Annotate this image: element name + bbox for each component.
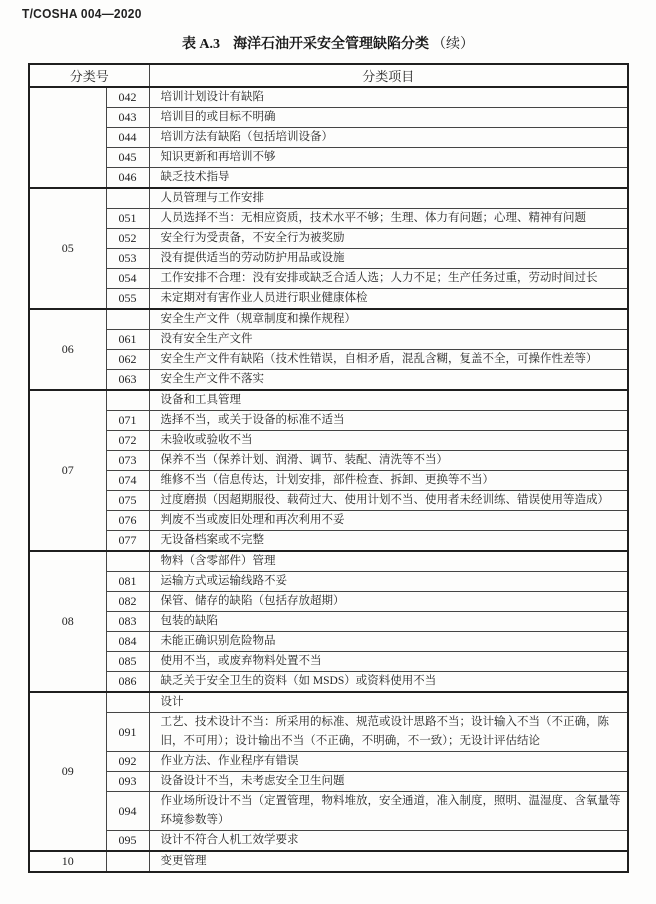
class-item-cell: 没有提供适当的劳动防护用品或设施 bbox=[149, 249, 628, 269]
class-number-cell: 091 bbox=[106, 713, 149, 752]
class-item-cell: 物料（含零部件）管理 bbox=[149, 551, 628, 572]
doc-number: T/COSHA 004—2020 bbox=[22, 6, 142, 21]
table-row bbox=[29, 531, 628, 552]
group-code-cell: 07 bbox=[29, 390, 106, 551]
table-row bbox=[29, 229, 628, 249]
table-row bbox=[29, 551, 628, 572]
table-row bbox=[29, 431, 628, 451]
class-item-cell: 作业方法、作业程序有错误 bbox=[149, 752, 628, 772]
class-item-cell: 缺乏关于安全卫生的资料（如 MSDS）或资料使用不当 bbox=[149, 672, 628, 693]
group-code-cell: 05 bbox=[29, 188, 106, 309]
class-number-cell: 095 bbox=[106, 831, 149, 852]
class-item-cell: 维修不当（信息传达，计划安排，部件检查、拆卸、更换等不当） bbox=[149, 471, 628, 491]
class-number-cell: 084 bbox=[106, 632, 149, 652]
class-number-cell: 042 bbox=[106, 87, 149, 108]
table-row bbox=[29, 713, 628, 752]
class-number-cell: 075 bbox=[106, 491, 149, 511]
class-number-cell: 046 bbox=[106, 168, 149, 189]
class-number-cell: 074 bbox=[106, 471, 149, 491]
table-row bbox=[29, 451, 628, 471]
class-item-cell: 使用不当，或废弃物料处置不当 bbox=[149, 652, 628, 672]
table-row bbox=[29, 752, 628, 772]
table-body bbox=[29, 87, 628, 872]
class-number-cell bbox=[106, 851, 149, 872]
column-header-class-number: 分类号 bbox=[29, 64, 149, 87]
classification-table bbox=[28, 63, 629, 873]
class-number-cell: 081 bbox=[106, 572, 149, 592]
table-title-suffix: （续） bbox=[432, 37, 475, 52]
table-row bbox=[29, 209, 628, 229]
class-item-cell: 培训目的或目标不明确 bbox=[149, 108, 628, 128]
group-code-cell bbox=[29, 87, 106, 188]
class-item-cell: 安全生产文件（规章制度和操作规程） bbox=[149, 309, 628, 330]
table-row bbox=[29, 330, 628, 350]
group-code-cell: 06 bbox=[29, 309, 106, 390]
class-item-cell: 工作安排不合理：没有安排或缺乏合适人选；人力不足；生产任务过重，劳动时间过长 bbox=[149, 269, 628, 289]
group-code-cell: 10 bbox=[29, 851, 106, 872]
table-row bbox=[29, 411, 628, 431]
class-number-cell: 044 bbox=[106, 128, 149, 148]
table-row bbox=[29, 108, 628, 128]
class-number-cell: 053 bbox=[106, 249, 149, 269]
group-code-cell: 09 bbox=[29, 692, 106, 851]
class-number-cell: 062 bbox=[106, 350, 149, 370]
table-row bbox=[29, 632, 628, 652]
table-row bbox=[29, 612, 628, 632]
class-number-cell: 094 bbox=[106, 792, 149, 831]
group-code-cell: 08 bbox=[29, 551, 106, 692]
table-row bbox=[29, 772, 628, 792]
class-number-cell: 083 bbox=[106, 612, 149, 632]
table-row bbox=[29, 672, 628, 693]
class-item-cell: 运输方式或运输线路不妥 bbox=[149, 572, 628, 592]
class-number-cell: 082 bbox=[106, 592, 149, 612]
class-number-cell: 063 bbox=[106, 370, 149, 391]
class-number-cell bbox=[106, 309, 149, 330]
table-row bbox=[29, 350, 628, 370]
table-row bbox=[29, 128, 628, 148]
class-number-cell bbox=[106, 390, 149, 411]
class-item-cell: 过度磨损（因超期服役、载荷过大、使用计划不当、使用者未经训练、错误使用等造成） bbox=[149, 491, 628, 511]
class-item-cell: 设计 bbox=[149, 692, 628, 713]
class-item-cell: 保管、储存的缺陷（包括存放超期） bbox=[149, 592, 628, 612]
class-item-cell: 未定期对有害作业人员进行职业健康体检 bbox=[149, 289, 628, 310]
class-item-cell: 培训方法有缺陷（包括培训设备） bbox=[149, 128, 628, 148]
table-title-prefix: 表 A.3 bbox=[181, 37, 221, 52]
class-item-cell: 安全生产文件有缺陷（技术性错误，自相矛盾，混乱含糊，复盖不全，可操作性差等） bbox=[149, 350, 628, 370]
table-header-row bbox=[29, 64, 628, 87]
class-number-cell: 043 bbox=[106, 108, 149, 128]
table-row bbox=[29, 511, 628, 531]
class-item-cell: 工艺、技术设计不当：所采用的标准、规范或设计思路不当；设计输入不当（不正确，陈旧，不可用）；设计输出不当（不正确，不明确，不一致）；无设计评估结论 bbox=[149, 713, 628, 752]
class-number-cell: 077 bbox=[106, 531, 149, 552]
class-item-cell: 缺乏技术指导 bbox=[149, 168, 628, 189]
class-item-cell: 人员选择不当：无相应资质，技术水平不够；生理、体力有问题；心理、精神有问题 bbox=[149, 209, 628, 229]
class-number-cell: 086 bbox=[106, 672, 149, 693]
table-row bbox=[29, 188, 628, 209]
class-item-cell: 保养不当（保养计划、润滑、调节、装配、清洗等不当） bbox=[149, 451, 628, 471]
class-item-cell: 判废不当或废旧处理和再次利用不妥 bbox=[149, 511, 628, 531]
class-item-cell: 安全生产文件不落实 bbox=[149, 370, 628, 391]
class-number-cell: 085 bbox=[106, 652, 149, 672]
class-item-cell: 作业场所设计不当（定置管理，物料堆放，安全通道，准入制度，照明、温湿度、含氧量等环境参数等） bbox=[149, 792, 628, 831]
table-title-main: 海洋石油开采安全管理缺陷分类 bbox=[233, 37, 430, 52]
table-title bbox=[0, 33, 656, 53]
class-number-cell: 072 bbox=[106, 431, 149, 451]
table-row bbox=[29, 249, 628, 269]
class-item-cell: 变更管理 bbox=[149, 851, 628, 872]
column-header-class-item: 分类项目 bbox=[149, 64, 628, 87]
class-item-cell: 未验收或验收不当 bbox=[149, 431, 628, 451]
class-number-cell: 051 bbox=[106, 209, 149, 229]
table-row bbox=[29, 592, 628, 612]
class-number-cell: 055 bbox=[106, 289, 149, 310]
class-item-cell: 包装的缺陷 bbox=[149, 612, 628, 632]
class-number-cell bbox=[106, 692, 149, 713]
class-item-cell: 培训计划设计有缺陷 bbox=[149, 87, 628, 108]
class-number-cell: 052 bbox=[106, 229, 149, 249]
table-row bbox=[29, 148, 628, 168]
class-item-cell: 安全行为受责备，不安全行为被奖励 bbox=[149, 229, 628, 249]
class-number-cell bbox=[106, 188, 149, 209]
class-item-cell: 设备设计不当，未考虑安全卫生问题 bbox=[149, 772, 628, 792]
class-item-cell: 设计不符合人机工效学要求 bbox=[149, 831, 628, 852]
table-row bbox=[29, 289, 628, 310]
table-row bbox=[29, 692, 628, 713]
class-number-cell bbox=[106, 551, 149, 572]
class-item-cell: 选择不当，或关于设备的标准不适当 bbox=[149, 411, 628, 431]
class-number-cell: 045 bbox=[106, 148, 149, 168]
table-row bbox=[29, 572, 628, 592]
class-number-cell: 076 bbox=[106, 511, 149, 531]
table-row bbox=[29, 471, 628, 491]
class-number-cell: 054 bbox=[106, 269, 149, 289]
class-number-cell: 093 bbox=[106, 772, 149, 792]
table-row bbox=[29, 309, 628, 330]
class-number-cell: 071 bbox=[106, 411, 149, 431]
table-row bbox=[29, 851, 628, 872]
table-row bbox=[29, 370, 628, 391]
class-number-cell: 061 bbox=[106, 330, 149, 350]
table-row bbox=[29, 390, 628, 411]
class-item-cell: 没有安全生产文件 bbox=[149, 330, 628, 350]
class-item-cell: 设备和工具管理 bbox=[149, 390, 628, 411]
class-number-cell: 073 bbox=[106, 451, 149, 471]
class-item-cell: 未能正确识别危险物品 bbox=[149, 632, 628, 652]
class-item-cell: 知识更新和再培训不够 bbox=[149, 148, 628, 168]
table-row bbox=[29, 792, 628, 831]
table-row bbox=[29, 831, 628, 852]
class-item-cell: 人员管理与工作安排 bbox=[149, 188, 628, 209]
class-item-cell: 无设备档案或不完整 bbox=[149, 531, 628, 552]
table-row bbox=[29, 269, 628, 289]
table-row bbox=[29, 168, 628, 189]
table-row bbox=[29, 652, 628, 672]
table-row bbox=[29, 491, 628, 511]
table-row bbox=[29, 87, 628, 108]
class-number-cell: 092 bbox=[106, 752, 149, 772]
